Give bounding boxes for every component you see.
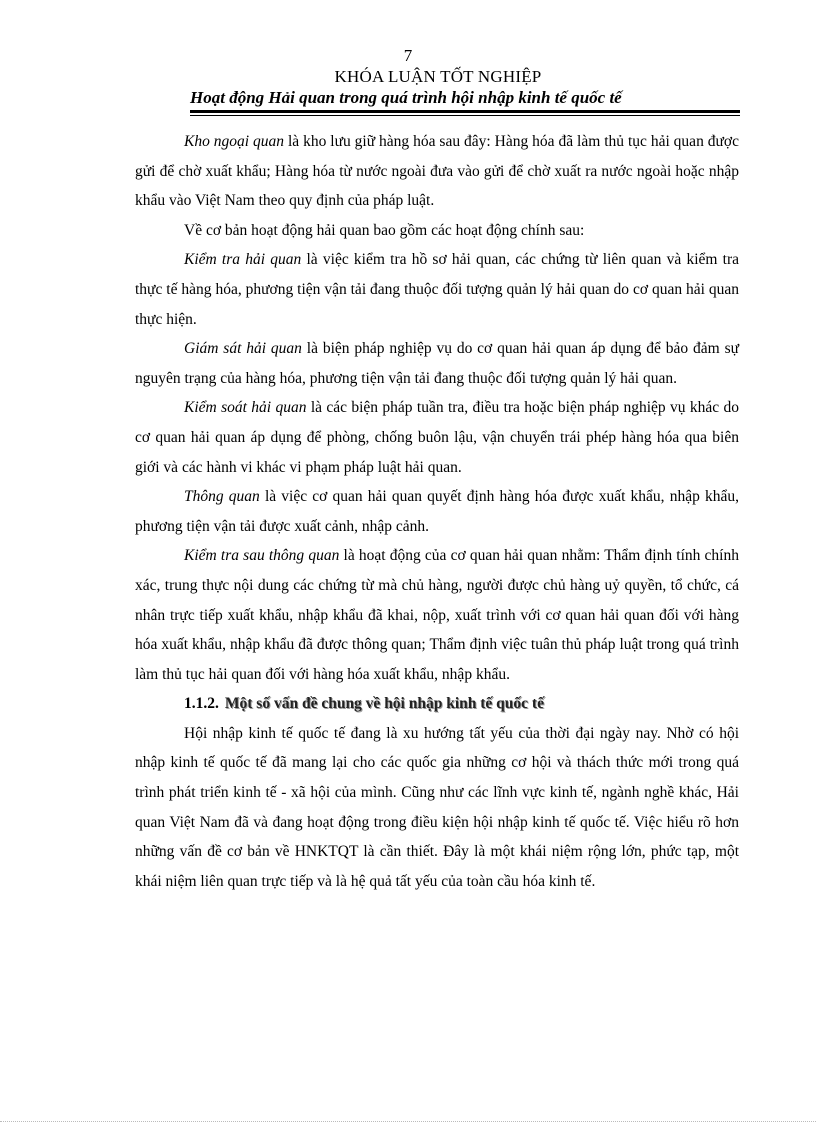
term-kiem-tra-sau-thong-quan: Kiểm tra sau thông quan xyxy=(184,547,340,565)
paragraph-hoi-nhap xyxy=(135,719,739,897)
paragraph-text: là việc kiểm tra hồ sơ hải quan, các chứng từ liên quan và kiểm tra thực tế hàng hóa, phương tiện vận tải đang thuộc đối tượng quản lý hải quan do cơ quan hải quan thực hiện. xyxy=(135,251,739,328)
header-divider-thin xyxy=(190,115,740,116)
paragraph-intro-activities xyxy=(135,216,739,246)
paragraph-giam-sat-hai-quan xyxy=(135,334,739,393)
paragraph-thong-quan xyxy=(135,482,739,541)
term-kho-ngoai-quan: Kho ngoại quan xyxy=(184,133,285,150)
paragraph-text: Hội nhập kinh tế quốc tế đang là xu hướng tất yếu của thời đại ngày nay. Nhờ có hội nhập kinh tế quốc tế đã mang lại cho các quốc gia những cơ hội và thách thức mới trong quá trình phát triển kinh tế - xã hội của mình. Cũng như các lĩnh vực kinh tế, ngành nghề khác, Hải quan Việt Nam đã và đang hoạt động trong điều kiện hội nhập kinh tế quốc tế. Việc hiểu rõ hơn những vấn đề cơ bản về HNKTQT là cần thiết. Đây là một khái niệm rộng lớn, phức tạp, một khái niệm liên quan trực tiếp và là hệ quả tất yếu của toàn cầu hóa kinh tế. xyxy=(135,724,739,890)
paragraph-text: là hoạt động của cơ quan hải quan nhằm: Thẩm định tính chính xác, trung thực nội dung các chứng từ mà chủ hàng, người được chủ hàng uỷ quyền, tổ chức, cá nhân trực tiếp xuất khẩu, nhập khẩu đã khai, nộp, xuất trình với cơ quan hải quan đối với hàng hóa xuất khẩu, nhập khẩu đã được thông quan; Thẩm định việc tuân thủ pháp luật trong quá trình làm thủ tục hải quan đối với hàng hóa xuất khẩu, nhập khẩu. xyxy=(135,547,739,683)
document-subtitle: Hoạt động Hải quan trong quá trình hội nhập kinh tế quốc tế xyxy=(190,88,622,107)
page-bottom-border xyxy=(0,1121,816,1122)
term-thong-quan: Thông quan xyxy=(184,488,260,506)
paragraph-kho-ngoai-quan xyxy=(135,127,739,216)
paragraph-text: Về cơ bản hoạt động hải quan bao gồm các hoạt động chính sau: xyxy=(184,221,585,239)
term-giam-sat-hai-quan: Giám sát hải quan xyxy=(184,340,302,358)
paragraph-text: là việc cơ quan hải quan quyết định hàng hóa được xuất khẩu, nhập khẩu, phương tiện vận tải được xuất cảnh, nhập cảnh. xyxy=(135,488,739,535)
paragraph-kiem-soat-hai-quan xyxy=(135,393,739,482)
section-heading xyxy=(135,689,739,719)
document-title: KHÓA LUẬN TỐT NGHIỆP xyxy=(334,67,542,86)
section-number: 1.1.2. xyxy=(184,695,219,713)
paragraph-kiem-tra-hai-quan xyxy=(135,245,739,334)
section-title: Một số vấn đề chung về hội nhập kinh tế quốc tế xyxy=(224,695,544,713)
term-kiem-tra-hai-quan: Kiểm tra hải quan xyxy=(184,251,302,269)
paragraph-kiem-tra-sau-thong-quan xyxy=(135,541,739,689)
body-text xyxy=(135,127,739,896)
paragraph-text: là biện pháp nghiệp vụ do cơ quan hải quan áp dụng để bảo đảm sự nguyên trạng của hàng hóa, phương tiện vận tải đang thuộc đối tượng quản lý hải quan. xyxy=(135,340,739,387)
term-kiem-soat-hai-quan: Kiểm soát hải quan xyxy=(184,399,307,417)
paragraph-text: là các biện pháp tuần tra, điều tra hoặc biện pháp nghiệp vụ khác do cơ quan hải quan áp dụng để phòng, chống buôn lậu, vận chuyển trái phép hàng hóa qua biên giới và các hành vi khác vi phạm pháp luật hải quan. xyxy=(135,399,739,476)
header-divider-thick xyxy=(190,110,740,113)
page-number: 7 xyxy=(403,46,413,65)
paragraph-text: là kho lưu giữ hàng hóa sau đây: Hàng hóa đã làm thủ tục hải quan được gửi để chờ xuất khẩu; Hàng hóa từ nước ngoài đưa vào gửi để chờ xuất ra nước ngoài hoặc nhập khẩu vào Việt Nam theo quy định của pháp luật. xyxy=(135,133,739,210)
